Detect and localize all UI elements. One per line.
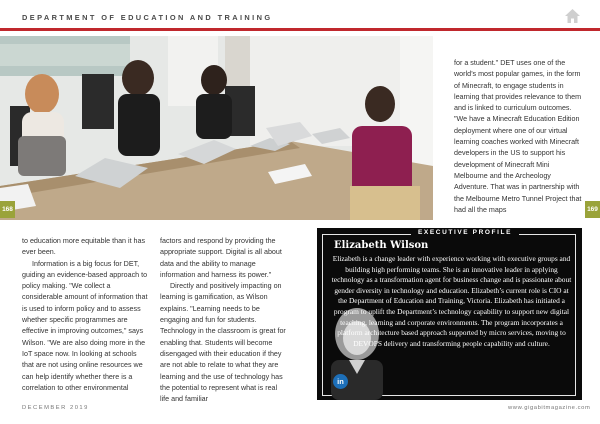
profile-name: Elizabeth Wilson [334, 240, 429, 251]
article-paragraph: factors and respond by providing the appropriate support. Digital is all about data and the ability to manage information and harness its power." [160, 237, 282, 279]
footer-website[interactable]: www.gigabitmagazine.com [508, 405, 591, 411]
article-column-1 [22, 236, 148, 394]
article-paragraph: to education more equitable than it has ever been. [22, 237, 146, 257]
meeting-photo [0, 36, 433, 220]
article-paragraph: Information is a big focus for DET, guiding an evidence-based approach to policy making. "We collect a considerable amount of information that is used to inform policy and to assess whether specific programmes are effective in improving outcomes," says Wilson. "We are also doing more in the IoT space now. In looking at schools that are not using online resources we can help identify whether there is a correlation to other environmental [22, 259, 148, 392]
page-number-left: 168 [0, 201, 15, 218]
profile-label: EXECUTIVE PROFILE [411, 228, 519, 237]
profile-bio: Elizabeth is a change leader with experience working with executive groups and building high performing teams. She is an innovative leader in applying technology as a transformation agent for business change and is passionate about gender diversity in technology and education. Elizabeth’s current role is CIO at the Department of Education and Training, Victoria. Elizabeth has initiated a program to uplift the Department’s technology capability to support new digital teaching, learning and corporate environments. The program incorporates a platform architecture based approach supported by micro services, moving to DEVOPS delivery and transforming people capability and culture. [331, 254, 572, 348]
footer-date: DECEMBER 2019 [22, 405, 89, 411]
linkedin-icon[interactable]: in [333, 374, 348, 389]
home-icon[interactable] [564, 8, 581, 24]
page-number-right: 169 [585, 201, 600, 218]
header-rule [0, 28, 600, 31]
article-paragraph: Directly and positively impacting on learning is gamification, as Wilson explains. "Learning needs to be engaging and fun for students. Technology in the classroom is great for enabling that. Students will become disengaged with their education if they are not able to relate to what they are learning and the use of technology has the potential to represent what is real life and familiar [160, 282, 286, 404]
section-title: DEPARTMENT OF EDUCATION AND TRAINING [22, 13, 273, 22]
article-column-top-right [454, 58, 582, 216]
executive-profile-box [317, 228, 582, 400]
article-paragraph: for a student." DET uses one of the world’s most popular games, in the form of Minecraft, to engage students in learning that provides relevance to them and is linked to curriculum outcomes. "We have a Minecraft Education Edition deployment where one of our virtual learning coaches worked with Minecraft developers in the US to support his development of Minecraft Mini Melbourne and the Archeology Adventure. That was in partnership with the Melbourne Metro Tunnel Project that had all the maps [454, 59, 582, 214]
article-column-2 [160, 236, 288, 405]
